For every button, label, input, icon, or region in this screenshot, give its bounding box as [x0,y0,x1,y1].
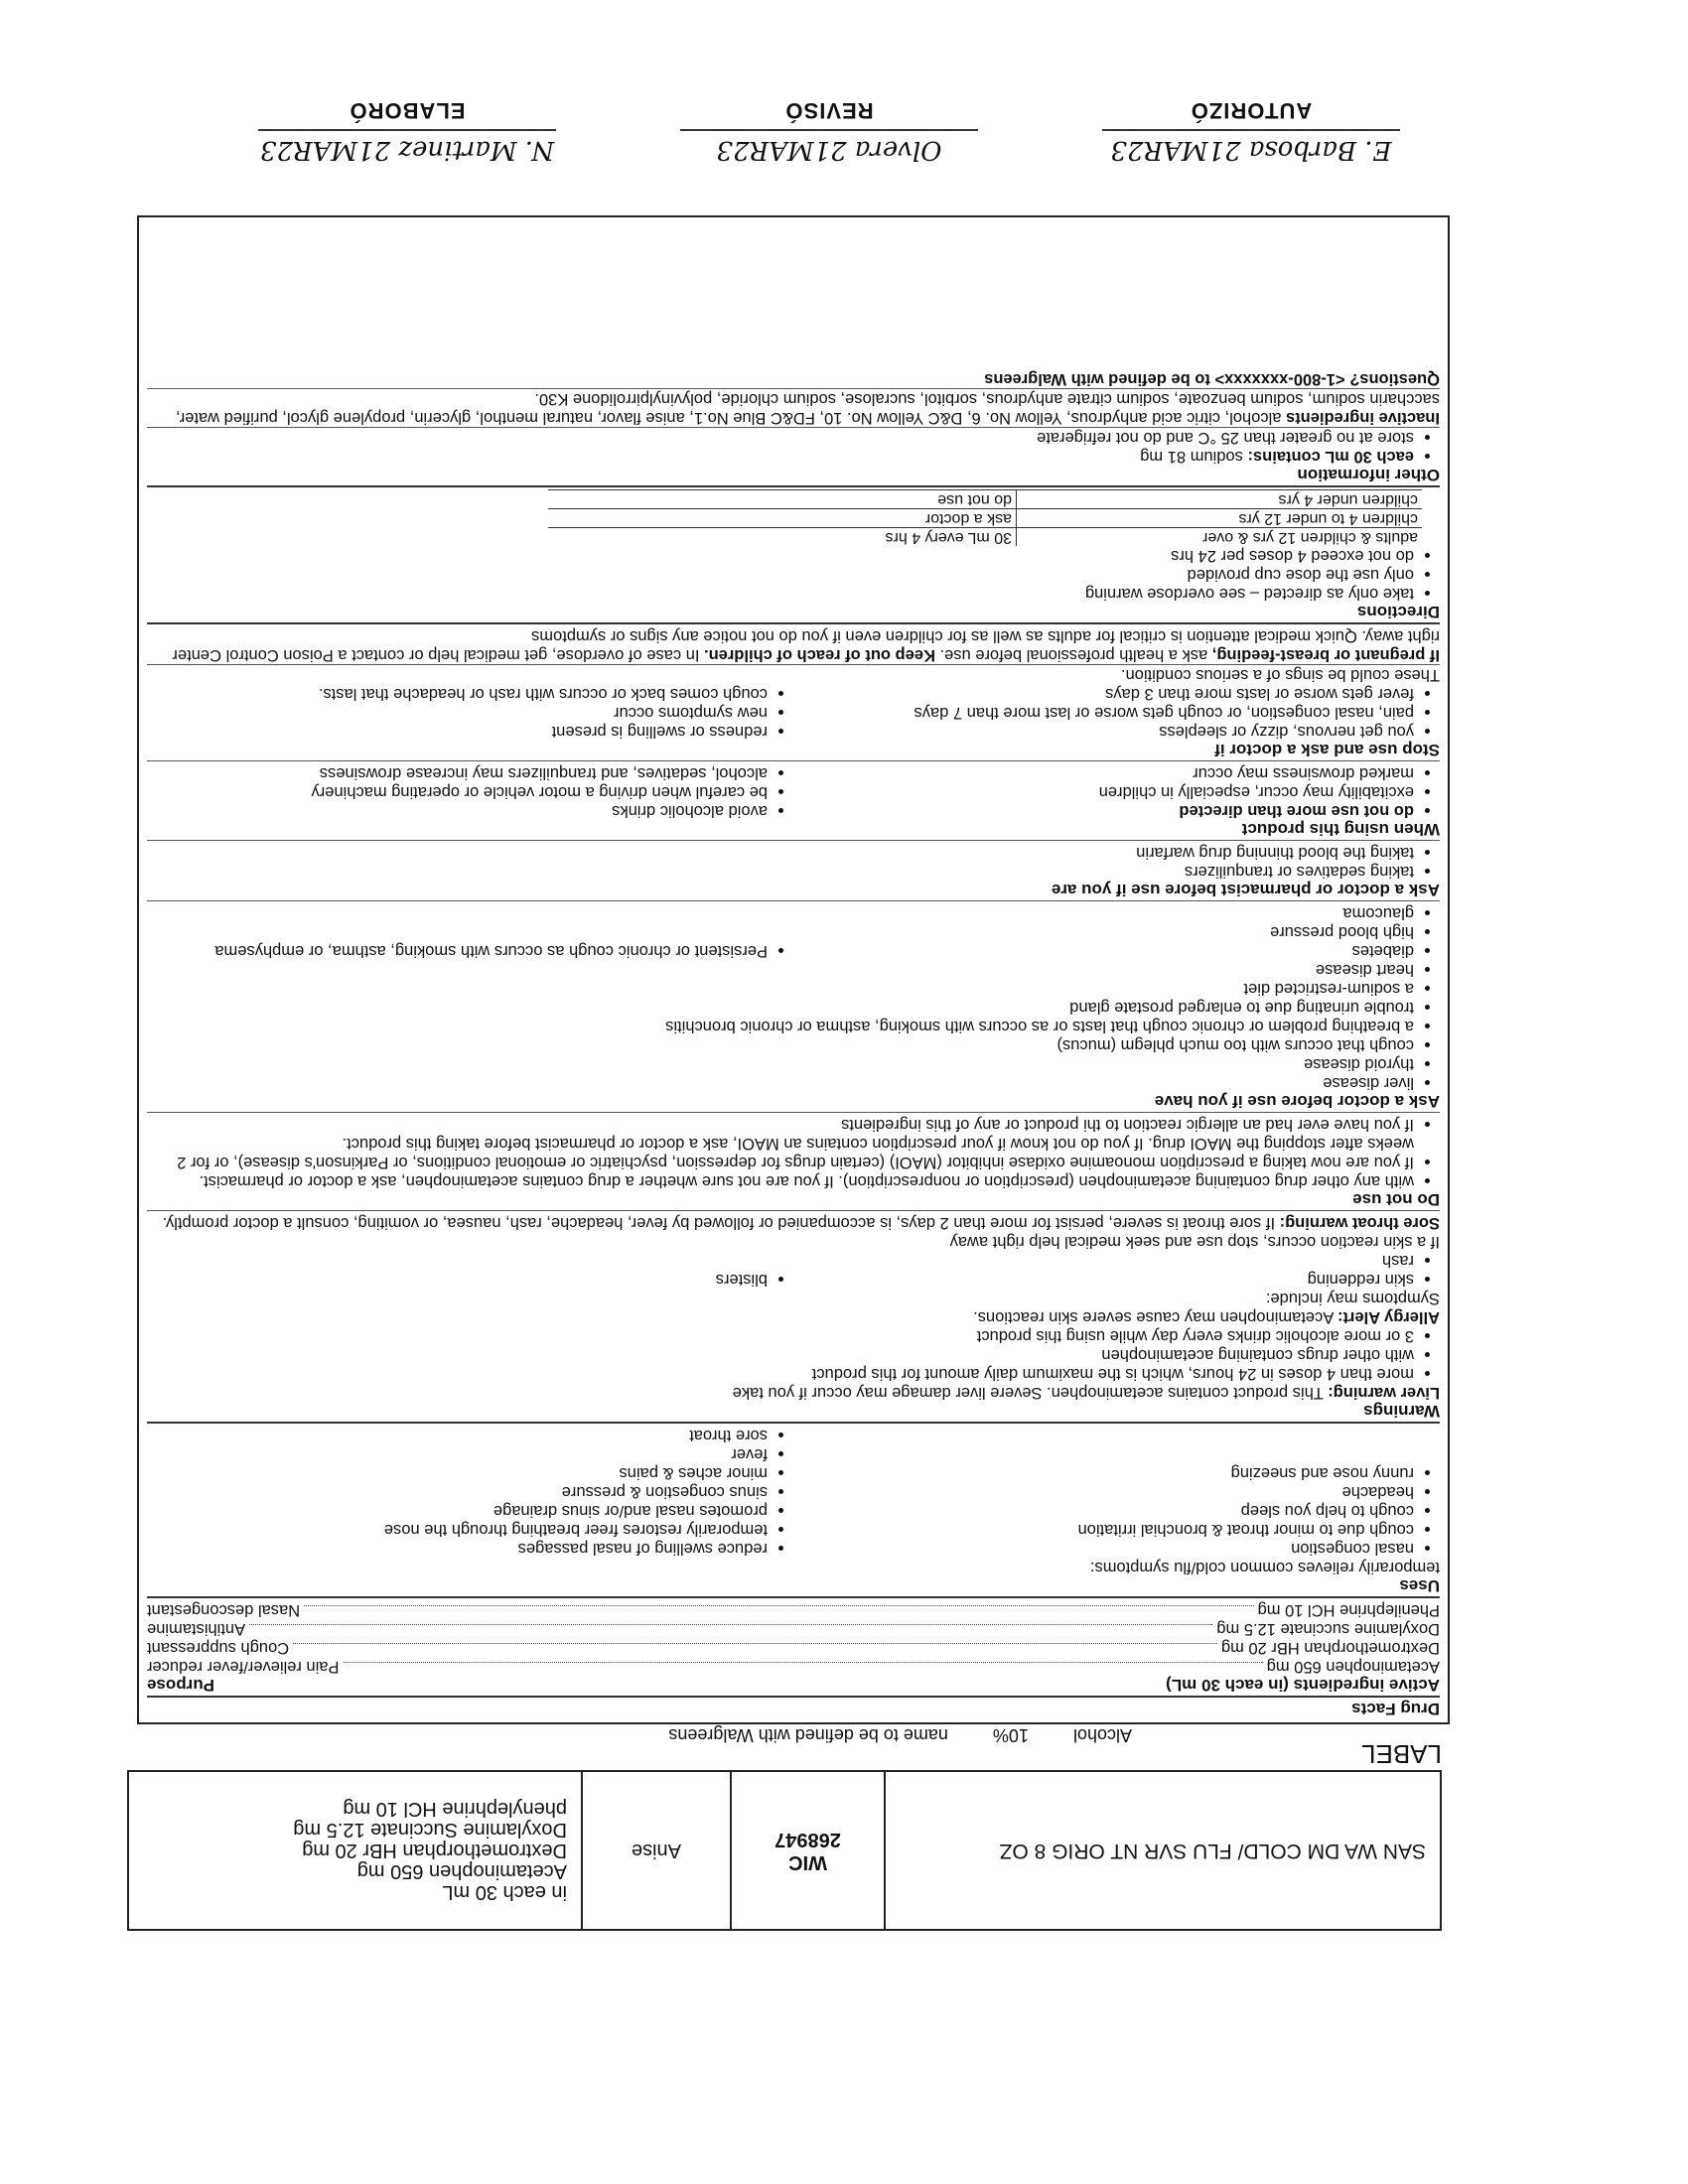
list-item: • excitability may occur, especially in children [793,782,1414,801]
preg-text: ask a health professional before use. [939,646,1208,664]
active-row [147,1619,1440,1638]
children-bold: Keep out of reach of children. [704,646,935,664]
drug-facts-panel [137,215,1450,1724]
active-row [147,1638,1440,1657]
list-item: • avoid alcoholic drinks [147,801,768,820]
ask-pharmacist-title: Ask a doctor or pharmacist before use if you are [147,881,1440,901]
list-item: • diabetes [793,941,1414,960]
list-item: • a sodium-restricted diet [147,979,1414,998]
alcohol-value: 10% [992,1725,1029,1745]
active-name: Doxylamine succinate 12.5 mg [1216,1620,1440,1638]
list-item: • reduce swelling of nasal passages [147,1539,768,1558]
table-cell: 30 mL every 4 hrs [819,528,1017,547]
list-item: • you get nervous, dizzy or sleepless [793,722,1414,741]
pregnancy-warning [147,626,1440,665]
stop-use-cols [147,684,1440,741]
active-purpose: Antihistamine [147,1620,246,1638]
list-item: • nasal congestion [793,1539,1414,1558]
signature-handwriting: E. Barbosa 21MAR23 [1102,129,1400,169]
actives-line: Dextromethorphan HBr 20 mg [302,1840,567,1862]
inactive-text: alcohol, citric acid anhydrous, Yellow No. 6, D&C Yellow No. 10, FD&C Blue No.1, anise flavor, natural menthol, glycerin, propylene glycol, purified water, saccharin sodium, sodium benzoate, sodium citrate anhydrous, sorbitol, sucralose, sodium chloride, polyvinylpirrolidone K30. [176,390,1440,427]
alcohol-line [629,1724,1132,1745]
signature-block [258,97,1400,169]
product-name: SAN WA DM COLD/ FLU SVR NT ORIG 8 OZ [999,1840,1426,1862]
product-header-box [127,1770,1442,1931]
inactive-ingredients [147,389,1440,428]
signature-handwriting: N. Martinez 21MAR23 [258,129,556,169]
liver-bold: Liver warning: [1328,1384,1440,1402]
stop-use-title: Stop use and ask a doctor if [147,741,1440,761]
stop-note: These could be sings of a serious condition. [1120,666,1440,684]
list-item: • liver disease [147,1073,1414,1092]
list-item: • sinus congestion & pressure [147,1482,768,1501]
list-item: • If you are now taking a prescription monoamine oxidase inhibitor (MAOI) (certain drugs for depression, psychiatric or emotional conditions, or Parkinson's disease), or for 2 weeks after stopping the MAOI drug. If you do not know if your prescription contains an MAOI, ask a doctor or pharmacist before taking this product. [147,1134,1414,1171]
list-item: • minor aches & pains [147,1463,768,1482]
when-using-title: When using this product [147,820,1440,841]
flavor: Anise [631,1840,682,1862]
active-name: Dextromethorphan HBr 20 mg [1220,1639,1440,1657]
list-item: • runny nose and sneezing [793,1463,1414,1482]
table-cell: children under 4 yrs [1017,490,1423,509]
product-name-cell [884,1772,1440,1929]
active-name: Phenilephrine HCl 10 mg [1257,1601,1440,1619]
table-cell: ask a doctor [819,509,1017,528]
signature-handwriting: Olvera 21MAR23 [680,129,978,169]
list-item: • cough to help you sleep [793,1501,1414,1520]
active-ingredients-header [147,1676,1440,1698]
ask-doctor-cols [147,903,1440,960]
alcohol-text: Alcohol [1072,1725,1132,1745]
drug-facts-title: Drug Facts [1351,1700,1440,1718]
signature-role: ELABORÓ [349,98,466,123]
list-item: • marked drowsiness may occur [793,763,1414,782]
label-title: LABEL [1361,1739,1442,1769]
skin-reaction-text: If a skin reaction occurs, stop use and seek medical help right away [949,1233,1440,1251]
list-item: • with other drugs containing acetaminophen [147,1345,1414,1364]
table-cell: do not use [819,490,1017,509]
list-item: • store at no greater than 25 °C and do not refrigerate [147,428,1414,447]
list-item: • thyroid disease [147,1054,1414,1073]
liver-text: This product contains acetaminophen. Severe liver damage may occur if you take [732,1384,1324,1402]
allergy-sub: Symptoms may include: [1265,1290,1440,1307]
sore-bold: Sore throat warning: [1279,1214,1440,1232]
list-item: • with any other drug containing acetaminophen (prescription or nonprescription). If you are not sure whether a drug contains acetaminophen, ask a doctor or pharmacist. [147,1171,1414,1190]
uses-intro: temporarily relieves common cold/flu symptoms: [1089,1559,1440,1576]
other-info-title: Other information [147,466,1440,487]
wic-cell [730,1772,884,1929]
wic-label: WIC [788,1851,827,1873]
ask-doctor-title: Ask a doctor before use if you have [147,1092,1440,1113]
list-item: • temporarily restores freer breathing through the nose [147,1520,768,1539]
when-using-cols [147,763,1440,820]
active-row [147,1600,1440,1619]
list-item: • fever [147,1444,768,1463]
list-item: • alcohol, sedatives, and tranquilizers may increase drowsiness [147,763,768,782]
actives-line: phenylephrine HCl 10 mg [343,1798,567,1821]
active-name: Acetaminophen 650 mg [1266,1658,1440,1676]
list-item: • cough comes back or occurs with rash or headache that lasts. [147,684,768,703]
preg-bold: If pregnant or breast-feeding, [1211,646,1440,664]
list-item: • take only as directed – see overdose warning [147,584,1414,603]
table-row [548,528,1422,547]
list-item: • fever gets worse or lasts more than 3 days [793,684,1414,703]
flavor-cell [581,1772,730,1929]
list-item: • high blood pressure [793,922,1414,941]
allergy-list [147,1251,1440,1289]
allergy-bold: Allergy Alert: [1337,1308,1440,1326]
list-item: • a breathing problem or chronic cough that lasts or as occurs with smoking, asthma or chronic bronchitis [147,1017,1414,1035]
list-item: • redness or swelling is present [147,722,768,741]
questions-bold: Questions? [1349,370,1440,388]
sodium-bold: each 30 mL contains: [1247,448,1414,466]
list-item: • taking the blood thinning drug warfarin [147,843,1414,862]
table-cell: children 4 to under 12 yrs [1017,509,1423,528]
sore-text: If sore throat is severe, persist for more than 2 days, is accompanied or followed by fever, headache, rash, nausea, or vomiting, consult a doctor promptly. [162,1214,1276,1232]
list-item: • pain, nasal congestion, or cough gets worse or last more than 7 days [793,703,1414,722]
actives-line: Acetaminophen 650 mg [356,1860,567,1883]
list-item: • cough due to minor throat & bronchial irritation [793,1520,1414,1539]
liver-warning [147,1383,1440,1402]
actives-cell [129,1772,581,1929]
directions-title: Directions [147,603,1440,624]
sodium-text: sodium 81 mg [1140,448,1243,466]
list-item: • 3 or more alcoholic drinks every day while using this product [147,1326,1414,1345]
list-item: • promotes nasal and/or sinus drainage [147,1501,768,1520]
overdose-text: In case of overdose, get medical help or contact a Poison Control Center right away. Quick medical attention is critical for adults as well as for children even if you do not notice any signs or symptoms [172,627,1440,664]
list-item: • glaucoma [793,903,1414,922]
questions [147,369,1440,389]
inactive-bold: Inactive ingredients [1286,409,1440,427]
list-item: • rash [793,1251,1414,1270]
list-item: • more than 4 doses in 24 hours, which is the maximum daily amount for this product [147,1364,1414,1383]
allergy-text: Acetaminophen may cause severe skin reactions. [973,1308,1335,1326]
table-cell: adults & children 12 yrs & over [1017,528,1423,547]
actives-line: Doxylamine Succinate 12.5 mg [293,1819,567,1842]
table-row [548,509,1422,528]
do-not-use-title: Do not use [147,1190,1440,1211]
uses-list [147,1426,1440,1558]
list-item: • blisters [147,1270,768,1289]
list-item: • do not use more than directed [793,801,1414,820]
questions-text: <1-800-xxxxxxx> to be defined with Walgreens [984,370,1345,388]
active-purpose: Cough suppressant [147,1639,290,1657]
allergy-alert [147,1307,1440,1326]
list-item: • Persistent or chronic cough as occurs with smoking, asthma, or emphysema [147,941,768,960]
signature-role: REVISÓ [784,98,874,123]
list-item [147,447,1414,466]
wic-number: 268947 [774,1829,841,1850]
list-item: • only use the dose cup provided [147,565,1414,584]
list-item: • heart disease [147,960,1414,979]
uses-title: Uses [147,1576,1440,1598]
dosage-table [548,489,1422,546]
signature-reviewed [680,97,978,169]
active-purpose: Pain reliever/fever reducer [147,1658,340,1676]
purpose-title: Purpose [147,1676,215,1695]
sore-throat-warning [147,1213,1440,1232]
actives-line: in each 30 mL [442,1881,567,1904]
table-row [548,490,1422,509]
name-note: name to be defined with Walgreens [668,1725,948,1745]
signature-authorized [1102,97,1400,169]
list-item: • cough that occurs with too much phlegm (mucus) [147,1035,1414,1054]
list-item: • headache [793,1482,1414,1501]
active-title: Active ingredients (in each 30 mL) [1166,1676,1440,1695]
signature-prepared [258,97,556,169]
active-purpose: Nasal descongestant [147,1601,301,1619]
list-item: • do not exceed 4 doses per 24 hrs [147,546,1414,565]
list-item: • be careful when driving a motor vehicle or operating machinery [147,782,768,801]
list-item: • taking sedatives or tranquilizers [147,862,1414,881]
list-item: • new symptoms occur [147,703,768,722]
list-item: • trouble urinating due to enlarged prostate gland [147,998,1414,1017]
signature-role: AUTORIZÓ [1190,98,1313,123]
list-item: • sore throat [147,1426,768,1444]
list-item: • If you have ever had an allergic reaction to thi product or any of this ingredients [147,1115,1414,1134]
list-item: • skin reddening [793,1270,1414,1289]
active-row [147,1657,1440,1676]
warnings-title: Warnings [147,1402,1440,1424]
